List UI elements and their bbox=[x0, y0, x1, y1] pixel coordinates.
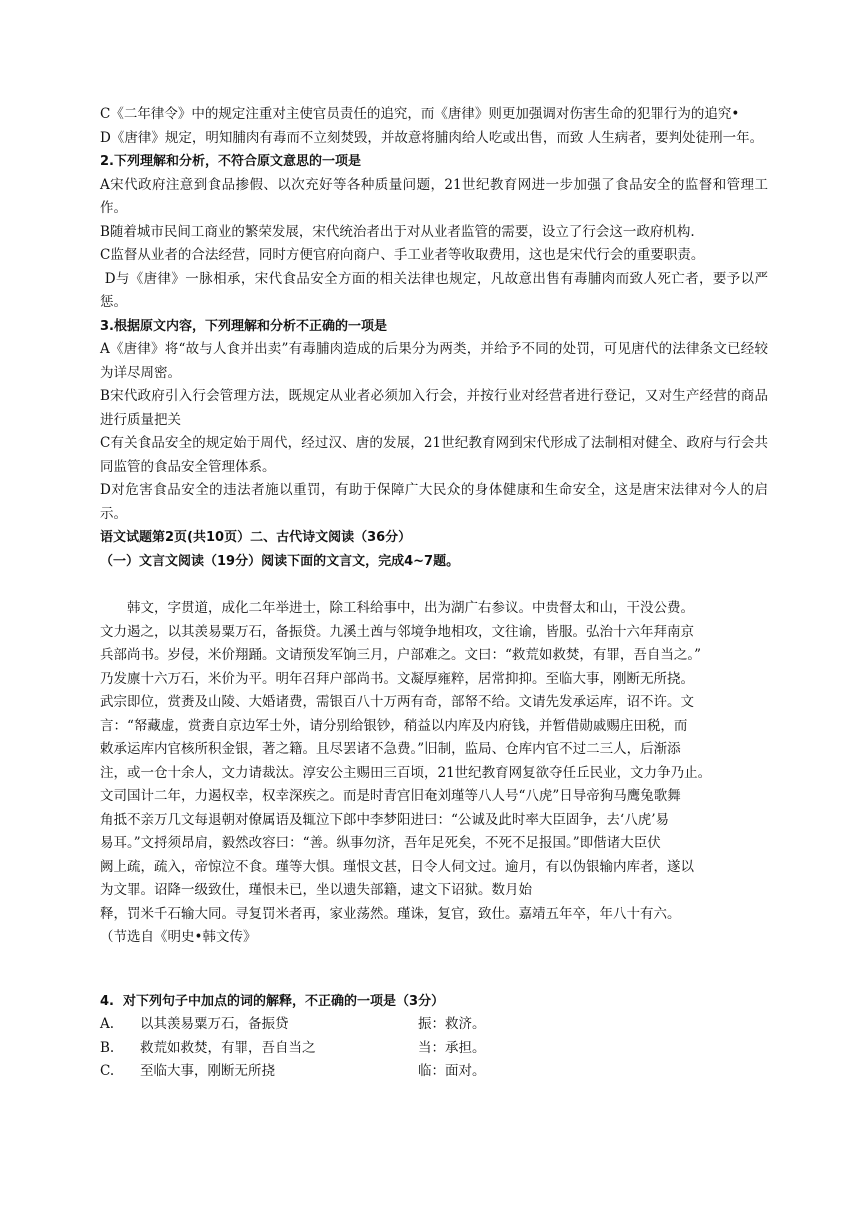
q3-option-b: B宋代政府引入行会管理方法，既规定从业者必须加入行会，并按行业对经营者进行登记，又对生产经营的商品进行质量把关 bbox=[100, 388, 768, 428]
passage-line: 兵部尚书。岁侵，米价翔踊。文请预发军饷三月，户部难之。文曰：“救荒如救焚，有罪，吾自当之。” bbox=[100, 647, 702, 663]
option-gloss: 振：救济。 bbox=[418, 1016, 486, 1032]
q2-option-b: B随着城市民间工商业的繁荣发展，宋代统治者出于对从业者监管的需要，设立了行会这一政府机构. bbox=[100, 223, 695, 240]
q2-option-a: A宋代政府注意到食品掺假、以次充好等各种质量问题，21世纪教育网进一步加强了食品安全的监督和管理工作。 bbox=[100, 176, 768, 216]
passage-line: 韩文，字贯道，成化二年举进士，除工科给事中，出为湖广右参议。中贵督太和山，干没公费。 bbox=[127, 600, 694, 616]
passage-line: 文司国计二年，力遏权幸，权幸深疾之。而是时青宫旧奄刘瑾等八人号“八虎”日导帝狗马鹰兔歌舞 bbox=[100, 788, 681, 804]
option-gloss: 临：面对。 bbox=[418, 1063, 486, 1079]
q3-option-d: D对危害食品安全的违法者施以重罚，有助于保障广大民众的身体健康和生命安全，这是唐宋法律对今人的启示。 bbox=[100, 482, 768, 522]
spacer bbox=[100, 573, 768, 597]
option-sentence: 至临大事，刚断无所挠 bbox=[140, 1063, 275, 1079]
q2-option-d: D与《唐律》一脉相承，宋代食品安全方面的相关法律也规定，凡故意出售有毒脯肉而致人死亡者，要予以严惩。 bbox=[100, 270, 769, 310]
q3-stem: 3.根据原文内容，下列理解和分析不正确的一项是 bbox=[100, 318, 387, 334]
section-subheading: （一）文言文阅读（19分）阅读下面的文言文，完成4~7题。 bbox=[100, 553, 460, 569]
option-label: A. bbox=[100, 1016, 115, 1032]
q2-stem: 2.下列理解和分析，不符合原文意思的一项是 bbox=[100, 154, 361, 169]
q4-option-c bbox=[100, 1060, 768, 1084]
section-heading: 语文试题第2页(共10页）二、古代诗文阅读（36分） bbox=[100, 530, 412, 545]
passage-source: （节选自《明史•韩文传》 bbox=[100, 929, 257, 945]
q4-option-b bbox=[100, 1037, 768, 1061]
passage-line: 注，或一仓十余人，文力请裁汰。淳安公主赐田三百顷，21世纪教育网复欲夺任丘民业，文力争乃止。 bbox=[100, 764, 712, 781]
option-sentence: 救荒如救焚，有罪，吾自当之 bbox=[140, 1039, 316, 1056]
q1-option-d: D《唐律》规定，明知脯肉有毒而不立刻焚毁，并故意将脯肉给人吃或出售，而致 人生病者，要判处徒刑一年。 bbox=[100, 129, 764, 146]
q2-option-c: C监督从业者的合法经营，同时方便官府向商户、手工业者等收取费用，这也是宋代行会的重要职责。 bbox=[100, 247, 705, 263]
passage-line: 角抵不亲万几文每退朝对僚属语及辄泣下郎中李梦阳进曰：“公诚及此时率大臣固争，去‘八虎’易 bbox=[100, 811, 669, 828]
passage-line: 乃发廪十六万石，米价为平。明年召拜户部尚书。文凝厚雍粹，居常抑抑。至临大事，刚断无所挠。 bbox=[100, 670, 694, 687]
passage-line: 释，罚米千石输大同。寻复罚米者再，家业荡然。瑾诛，复官，致仕。嘉靖五年卒，年八十有六。 bbox=[100, 905, 681, 922]
q1-option-c: C《二年律令》中的规定注重对主使官员责任的追究，而《唐律》则更加强调对伤害生命的犯罪行为的追究• bbox=[100, 106, 740, 122]
q3-option-a: A《唐律》将“故与人食并出卖”有毒脯肉造成的后果分为两类，并给予不同的处罚，可见唐代的法律条文已经较为详尽周密。 bbox=[100, 341, 768, 381]
exam-page bbox=[100, 103, 768, 1084]
passage-line: 言：“帑藏虚，赏赉自京边军士外，请分别给银钞，稍益以内库及内府钱，并暂借勋戚赐庄田税，而 bbox=[100, 717, 688, 734]
option-sentence: 以其羡易粟万石，备振贷 bbox=[140, 1016, 289, 1032]
option-gloss: 当：承担。 bbox=[418, 1039, 486, 1056]
passage-line: 易耳。”文捋须昂肩，毅然改容曰：“善。纵事勿济，吾年足死矣，不死不足报国。”即偕诸大臣伏 bbox=[100, 835, 661, 851]
passage-line: 武宗即位，赏赉及山陵、大婚诸费，需银百八十万两有奇，部帑不给。文请先发承运库，诏不许。文 bbox=[100, 694, 694, 710]
passage-line: 阙上疏，疏入，帝惊泣不食。瑾等大惧。瑾恨文甚，日令人伺文过。逾月，有以伪银输内库者，遂以 bbox=[100, 858, 694, 875]
q4-stem: 4. 对下列句子中加点的词的解释，不正确的一项是（3分） bbox=[100, 993, 445, 1009]
spacer bbox=[100, 950, 768, 990]
option-label: B. bbox=[100, 1039, 115, 1056]
classical-passage bbox=[100, 597, 768, 950]
q4-option-a bbox=[100, 1013, 768, 1037]
passage-line: 文力遏之，以其羡易粟万石，备振贷。九溪土酋与邻境争地相攻，文往谕，皆服。弘治十六年拜南京 bbox=[100, 623, 694, 640]
passage-line: 敕承运库内官核所积金银，著之籍。且尽罢诸不急费。”旧制，监局、仓库内官不过二三人，后渐添 bbox=[100, 741, 681, 757]
q3-option-c: C有关食品安全的规定始于周代，经过汉、唐的发展，21世纪教育网到宋代形成了法制相对健全、政府与行会共同监管的食品安全管理体系。 bbox=[100, 435, 768, 475]
option-label: C. bbox=[100, 1063, 115, 1079]
passage-line: 为文罪。诏降一级致仕，瑾恨未已，坐以遗失部籍，逮文下诏狱。数月始 bbox=[100, 882, 532, 898]
